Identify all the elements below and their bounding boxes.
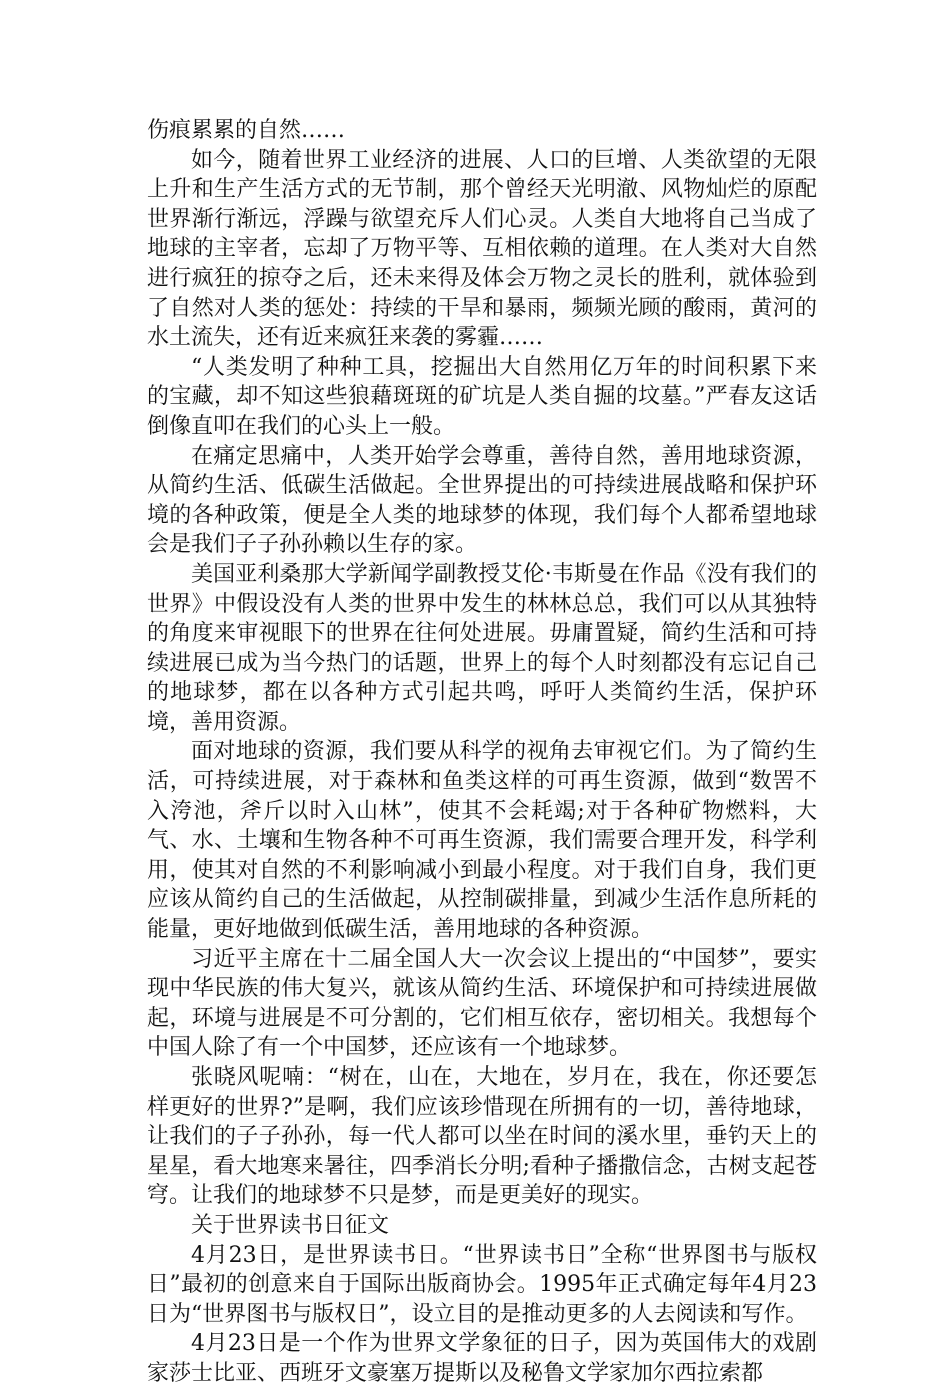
paragraph-6: 面对地球的资源，我们要从科学的视角去审视它们。为了简约生活，可持续进展，对于森林和鱼类这样的可再生资源，做到“数罟不入洿池，斧斤以时入山林”，使其不会耗竭;对于各种矿物燃料，大气、水、土壤和生物各种不可再生资源，我们需要合理开发，科学利用，使其对自然的不利影响减小到最小程度。对于我们自身，我们更应该从简约自己的生活做起，从控制碳排量，到减少生活作息所耗的能量，更好地做到低碳生活，善用地球的各种资源。 <box>147 739 817 943</box>
paragraph-5: 美国亚利桑那大学新闻学副教授艾伦·韦斯曼在作品《没有我们的世界》中假设没有人类的世界中发生的林林总总，我们可以从其独特的角度来审视眼下的世界在往何处进展。毋庸置疑，简约生活和可持续进展已成为当今热门的话题，世界上的每个人时刻都没有忘记自己的地球梦，都在以各种方式引起共鸣，呼吁人类简约生活，保护环境，善用资源。 <box>147 561 817 735</box>
document-body <box>147 116 817 1389</box>
paragraph-10: 4月23日是一个作为世界文学象征的日子，因为英国伟大的戏剧家莎士比亚、西班牙文豪塞万提斯以及秘鲁文学家加尔西拉索都 <box>147 1331 817 1386</box>
section-heading: 关于世界读书日征文 <box>191 1212 390 1238</box>
paragraph-4: 在痛定思痛中，人类开始学会尊重，善待自然，善用地球资源，从简约生活、低碳生活做起。全世界提出的可持续进展战略和保护环境的各种政策，便是全人类的地球梦的体现，我们每个人都希望地球会是我们子子孙孙赖以生存的家。 <box>147 443 817 558</box>
paragraph-1: 伤痕累累的自然…… <box>147 118 346 143</box>
paragraph-9: 4月23日，是世界读书日。“世界读书日”全称“世界图书与版权日”最初的创意来自于国际出版商协会。1995年正式确定每年4月23日为“世界图书与版权日”，设立目的是推动更多的人去阅读和写作。 <box>147 1242 817 1327</box>
paragraph-3: “人类发明了种种工具，挖掘出大自然用亿万年的时间积累下来的宝藏，却不知这些狼藉斑斑的矿坑是人类自掘的坟墓。”严春友这话倒像直叩在我们的心头上一般。 <box>147 354 817 439</box>
paragraph-7: 习近平主席在十二届全国人大一次会议上提出的“中国梦”，要实现中华民族的伟大复兴，就该从简约生活、环境保护和可持续进展做起，环境与进展是不可分割的，它们相互依存，密切相关。我想每个中国人除了有一个中国梦，还应该有一个地球梦。 <box>147 946 817 1061</box>
paragraph-8: 张晓风呢喃：“树在，山在，大地在，岁月在，我在，你还要怎样更好的世界?”是啊，我们应该珍惜现在所拥有的一切，善待地球，让我们的子子孙孙，每一代人都可以坐在时间的溪水里，垂钓天上的星星，看大地寒来暑往，四季消长分明;看种子播撒信念，古树支起苍穹。让我们的地球梦不只是梦，而是更美好的现实。 <box>147 1065 817 1209</box>
paragraph-2: 如今，随着世界工业经济的进展、人口的巨增、人类欲望的无限上升和生产生活方式的无节制，那个曾经天光明澈、风物灿烂的原配世界渐行渐远，浮躁与欲望充斥人们心灵。人类自大地将自己当成了地球的主宰者，忘却了万物平等、互相依赖的道理。在人类对大自然进行疯狂的掠夺之后，还未来得及体会万物之灵长的胜利，就体验到了自然对人类的惩处：持续的干旱和暴雨，频频光顾的酸雨，黄河的水土流失，还有近来疯狂来袭的雾霾…… <box>147 147 817 351</box>
